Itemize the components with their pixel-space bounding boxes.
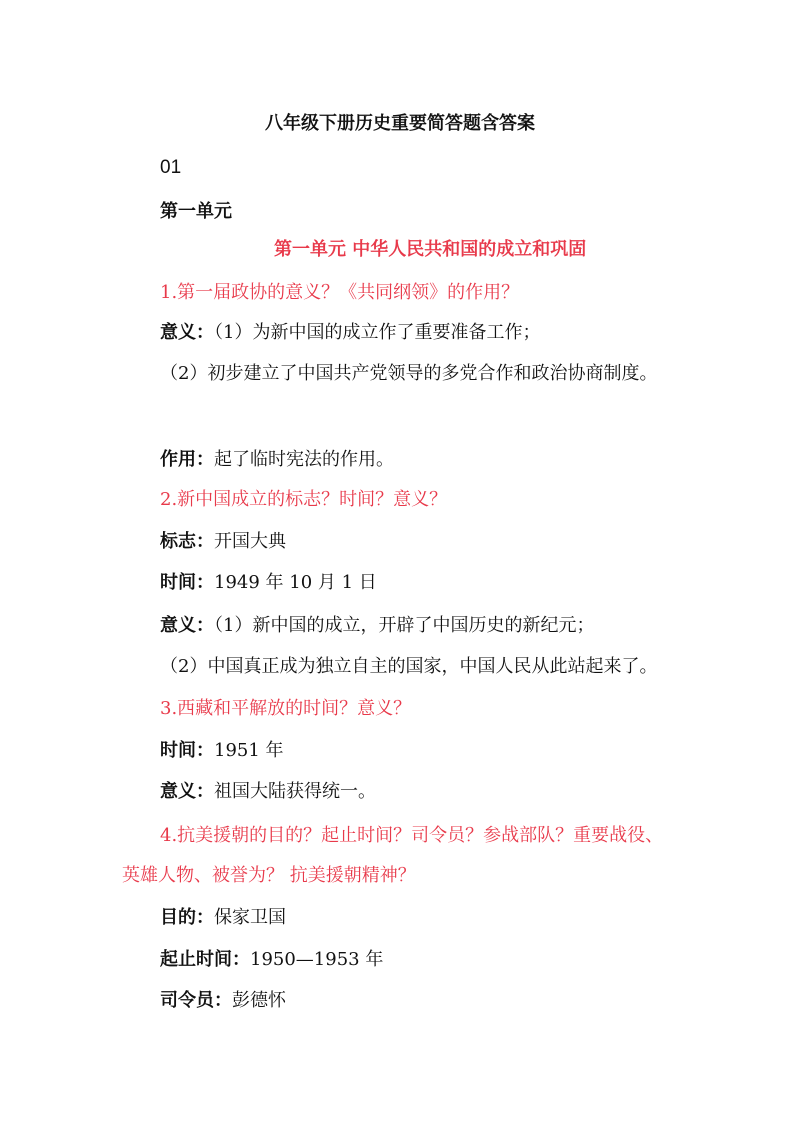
- question-1: 1.第一届政协的意义？《共同纲领》的作用？: [160, 282, 520, 303]
- q1-role: 起了临时宪法的作用。: [214, 449, 394, 470]
- q4-purpose: 保家卫国: [214, 907, 286, 928]
- question-4-line-1: 4.抗美援朝的目的？起止时间？司令员？参战部队？重要战役、: [160, 825, 664, 846]
- q4-period-line: [160, 948, 383, 972]
- q2-mark-line: [160, 530, 286, 554]
- q4-purpose-label: 目的：: [160, 907, 214, 928]
- q4-commander-label: 司令员：: [160, 990, 232, 1011]
- q1-role-label: 作用：: [160, 449, 214, 470]
- q1-meaning-line-1: [160, 321, 540, 345]
- unit-heading: 第一单元: [160, 201, 232, 222]
- q2-time-line: [160, 571, 377, 595]
- q2-time: 1949 年 10 月 1 日: [214, 572, 377, 593]
- q3-time-line: [160, 739, 284, 763]
- q3-meaning-label: 意义：: [160, 781, 214, 802]
- q2-meaning-1: （1）新中国的成立，开辟了中国历史的新纪元；: [214, 615, 595, 636]
- question-4-line-2: 英雄人物、被誉为？ 抗美援朝精神？: [122, 865, 416, 886]
- q4-commander: 彭德怀: [232, 990, 286, 1011]
- document-title: 八年级下册历史重要简答题含答案: [265, 113, 535, 134]
- q4-period: 1950—1953 年: [250, 949, 384, 970]
- q2-meaning-label: 意义：: [160, 615, 214, 636]
- q1-meaning-1: （1）为新中国的成立作了重要准备工作；: [214, 322, 541, 343]
- q2-meaning-line-1: [160, 614, 594, 638]
- q3-meaning-line: [160, 780, 376, 804]
- q3-time: 1951 年: [214, 740, 284, 761]
- q3-time-label: 时间：: [160, 740, 214, 761]
- unit-subtitle: 第一单元 中华人民共和国的成立和巩固: [274, 239, 587, 260]
- q4-purpose-line: [160, 906, 286, 930]
- q1-role-line: [160, 448, 394, 472]
- q1-meaning-label: 意义：: [160, 322, 214, 343]
- q4-commander-line: [160, 989, 286, 1013]
- q4-period-label: 起止时间：: [160, 949, 250, 970]
- q2-mark: 开国大典: [214, 531, 286, 552]
- q2-mark-label: 标志：: [160, 531, 214, 552]
- question-2: 2.新中国成立的标志？时间？意义？: [160, 489, 448, 510]
- q2-meaning-line-2: （2）中国真正成为独立自主的国家，中国人民从此站起来了。: [160, 656, 658, 677]
- section-number: 01: [160, 157, 182, 178]
- q2-time-label: 时间：: [160, 572, 214, 593]
- q3-meaning: 祖国大陆获得统一。: [214, 781, 376, 802]
- q1-meaning-line-2: （2）初步建立了中国共产党领导的多党合作和政治协商制度。: [160, 363, 658, 384]
- question-3: 3.西藏和平解放的时间？意义？: [160, 698, 412, 719]
